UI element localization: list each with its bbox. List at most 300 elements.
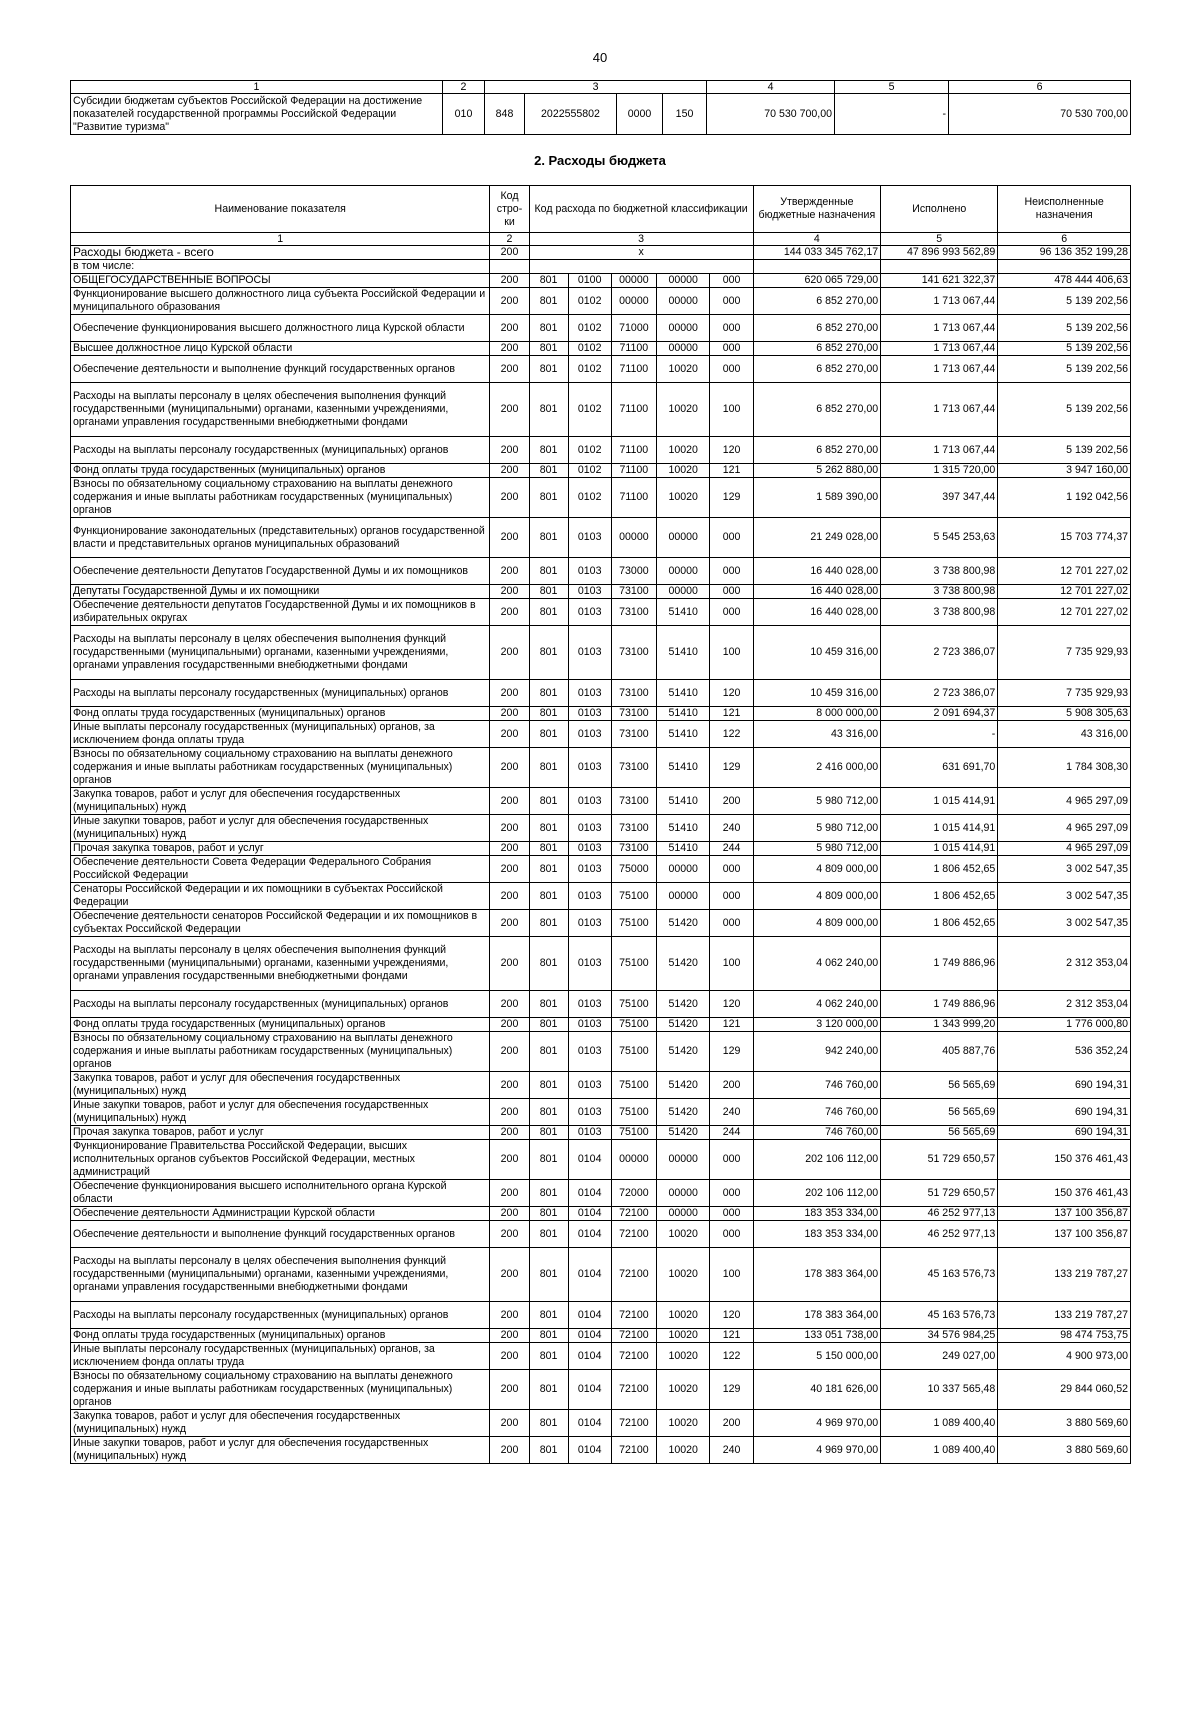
row-name: Иные закупки товаров, работ и услуг для обеспечения государственных (муниципальных) нужд xyxy=(71,1099,490,1126)
executed-value: 1 749 886,96 xyxy=(881,937,998,991)
unexecuted-value: 7 735 929,93 xyxy=(998,680,1131,707)
executed-value: 56 565,69 xyxy=(881,1099,998,1126)
executed-value: 56 565,69 xyxy=(881,1126,998,1140)
row-code: 010 xyxy=(443,94,485,135)
table-row xyxy=(71,1248,1131,1302)
row-name: Взносы по обязательному социальному страхованию на выплаты денежного содержания и иные выплаты работникам государственных (муниципальных) органов xyxy=(71,748,490,788)
header-name: Наименование показателя xyxy=(71,186,490,233)
class-code: 10020 xyxy=(657,1329,710,1343)
class-code: 801 xyxy=(529,856,568,883)
class-code: 0103 xyxy=(568,1018,611,1032)
col-index: 2 xyxy=(443,81,485,94)
class-code: 0100 xyxy=(568,274,611,288)
unexecuted-value: 133 219 787,27 xyxy=(998,1248,1131,1302)
row-code: 200 xyxy=(490,1437,529,1464)
row-code: 200 xyxy=(490,518,529,558)
class-code: 72100 xyxy=(611,1221,656,1248)
class-code: 801 xyxy=(529,315,568,342)
unexecuted-value: 43 316,00 xyxy=(998,721,1131,748)
executed-value: 45 163 576,73 xyxy=(881,1302,998,1329)
class-code: 51410 xyxy=(657,599,710,626)
class-code: 51420 xyxy=(657,937,710,991)
row-name: Обеспечение деятельности Совета Федерации Федерального Собрания Российской Федерации xyxy=(71,856,490,883)
row-name: Иные выплаты персоналу государственных (муниципальных) органов, за исключением фонда оплаты труда xyxy=(71,721,490,748)
class-code: 801 xyxy=(529,680,568,707)
class-code: 0102 xyxy=(568,342,611,356)
approved-value: 4 809 000,00 xyxy=(753,856,880,883)
executed-value: 1 713 067,44 xyxy=(881,342,998,356)
class-code: 000 xyxy=(710,315,753,342)
row-name: Сенаторы Российской Федерации и их помощники в субъектах Российской Федерации xyxy=(71,883,490,910)
class-code: 10020 xyxy=(657,478,710,518)
class-code: 121 xyxy=(710,707,753,721)
class-code: 75100 xyxy=(611,1099,656,1126)
unexecuted-value: 150 376 461,43 xyxy=(998,1180,1131,1207)
class-code: 51420 xyxy=(657,1072,710,1099)
row-code: 200 xyxy=(490,910,529,937)
class-code: 0104 xyxy=(568,1207,611,1221)
executed-value: 1 806 452,65 xyxy=(881,910,998,937)
class-code: 0103 xyxy=(568,1032,611,1072)
column-index-row xyxy=(71,81,1131,94)
row-name: Обеспечение деятельности Депутатов Государственной Думы и их помощников xyxy=(71,558,490,585)
executed-value: 10 337 565,48 xyxy=(881,1370,998,1410)
class-code: 0104 xyxy=(568,1437,611,1464)
approved-value: 5 150 000,00 xyxy=(753,1343,880,1370)
row-name: Иные выплаты персоналу государственных (муниципальных) органов, за исключением фонда оплаты труда xyxy=(71,1343,490,1370)
class-code: 0103 xyxy=(568,788,611,815)
class-code: 0104 xyxy=(568,1302,611,1329)
col-index: 2 xyxy=(490,233,529,246)
row-name: Расходы на выплаты персоналу государственных (муниципальных) органов xyxy=(71,680,490,707)
class-code: 0103 xyxy=(568,518,611,558)
class-code: 72100 xyxy=(611,1329,656,1343)
unexecuted-value: 2 312 353,04 xyxy=(998,937,1131,991)
unexecuted-value: 150 376 461,43 xyxy=(998,1140,1131,1180)
class-code: 10020 xyxy=(657,1302,710,1329)
header-code: Код стро-ки xyxy=(490,186,529,233)
class-code: 801 xyxy=(529,748,568,788)
class-code: 801 xyxy=(529,910,568,937)
approved-value: 4 809 000,00 xyxy=(753,910,880,937)
class-code: 0103 xyxy=(568,721,611,748)
approved-value: 6 852 270,00 xyxy=(753,288,880,315)
row-name: Расходы на выплаты персоналу государственных (муниципальных) органов xyxy=(71,991,490,1018)
unexecuted-value: 12 701 227,02 xyxy=(998,558,1131,585)
class-code: 00000 xyxy=(657,558,710,585)
class-code: 71100 xyxy=(611,437,656,464)
row-name: Взносы по обязательному социальному страхованию на выплаты денежного содержания и иные выплаты работникам государственных (муниципальных) органов xyxy=(71,1370,490,1410)
table-row xyxy=(71,288,1131,315)
row-name: ОБЩЕГОСУДАРСТВЕННЫЕ ВОПРОСЫ xyxy=(71,274,490,288)
class-code: 122 xyxy=(710,721,753,748)
col-index: 6 xyxy=(949,81,1131,94)
executed-value: 1 713 067,44 xyxy=(881,437,998,464)
continuation-table xyxy=(70,80,1131,135)
approved-value: 133 051 738,00 xyxy=(753,1329,880,1343)
class-code: 801 xyxy=(529,815,568,842)
row-code: 200 xyxy=(490,1018,529,1032)
class-code: 120 xyxy=(710,991,753,1018)
expenses-table xyxy=(70,185,1131,1464)
including-label: в том числе: xyxy=(71,260,490,274)
class-code: 51410 xyxy=(657,748,710,788)
approved-value: 4 062 240,00 xyxy=(753,937,880,991)
row-name: Иные закупки товаров, работ и услуг для обеспечения государственных (муниципальных) нужд xyxy=(71,815,490,842)
class-code: 000 xyxy=(710,599,753,626)
row-code: 200 xyxy=(490,599,529,626)
class-code: 00000 xyxy=(657,1180,710,1207)
class-code: 71100 xyxy=(611,356,656,383)
approved-value: 3 120 000,00 xyxy=(753,1018,880,1032)
row-name: Обеспечение деятельности сенаторов Российской Федерации и их помощников в субъектах Российской Федерации xyxy=(71,910,490,937)
class-code: 0103 xyxy=(568,815,611,842)
row-code: 200 xyxy=(490,342,529,356)
executed-value: 46 252 977,13 xyxy=(881,1207,998,1221)
table-row xyxy=(71,1207,1131,1221)
table-row xyxy=(71,680,1131,707)
class-code: 801 xyxy=(529,383,568,437)
total-executed: 47 896 993 562,89 xyxy=(881,246,998,260)
class-code: 2022555802 xyxy=(525,94,617,135)
executed-value: 1 015 414,91 xyxy=(881,815,998,842)
row-code: 200 xyxy=(490,315,529,342)
class-code: 00000 xyxy=(657,1207,710,1221)
class-code: 200 xyxy=(710,1072,753,1099)
row-code: 200 xyxy=(490,274,529,288)
row-name: Закупка товаров, работ и услуг для обеспечения государственных (муниципальных) нужд xyxy=(71,1410,490,1437)
row-code: 200 xyxy=(490,626,529,680)
class-code: 0104 xyxy=(568,1140,611,1180)
header-row xyxy=(71,186,1131,233)
class-code: 129 xyxy=(710,1032,753,1072)
row-name: Функционирование высшего должностного лица субъекта Российской Федерации и муниципального образования xyxy=(71,288,490,315)
approved-value: 183 353 334,00 xyxy=(753,1207,880,1221)
table-row xyxy=(71,1032,1131,1072)
class-code: 51410 xyxy=(657,842,710,856)
row-code: 200 xyxy=(490,464,529,478)
approved-value: 4 969 970,00 xyxy=(753,1437,880,1464)
executed-value: 1 806 452,65 xyxy=(881,856,998,883)
row-code: 200 xyxy=(490,558,529,585)
executed-value: 5 545 253,63 xyxy=(881,518,998,558)
class-code: 51410 xyxy=(657,815,710,842)
class-code: 000 xyxy=(710,288,753,315)
class-code: 00000 xyxy=(657,1140,710,1180)
col-index: 1 xyxy=(71,81,443,94)
class-code: 51410 xyxy=(657,680,710,707)
row-name: Расходы на выплаты персоналу в целях обеспечения выполнения функций государственными (муниципальными) органами, казенными учреждениями, органами управления государственными внебюджетными фондами xyxy=(71,626,490,680)
class-code: 00000 xyxy=(657,518,710,558)
class-code: 0104 xyxy=(568,1370,611,1410)
row-name: Обеспечение деятельности Администрации Курской области xyxy=(71,1207,490,1221)
approved-value: 70 530 700,00 xyxy=(707,94,835,135)
approved-value: 40 181 626,00 xyxy=(753,1370,880,1410)
class-code: 801 xyxy=(529,1032,568,1072)
class-code: 000 xyxy=(710,1180,753,1207)
class-code: 0104 xyxy=(568,1410,611,1437)
approved-value: 178 383 364,00 xyxy=(753,1248,880,1302)
row-code: 200 xyxy=(490,1180,529,1207)
table-row xyxy=(71,1140,1131,1180)
class-code: 72100 xyxy=(611,1302,656,1329)
class-code: 0104 xyxy=(568,1221,611,1248)
class-code: 000 xyxy=(710,585,753,599)
row-code: 200 xyxy=(490,288,529,315)
table-row xyxy=(71,274,1131,288)
class-code: 100 xyxy=(710,626,753,680)
executed-value: 2 723 386,07 xyxy=(881,680,998,707)
class-code: 150 xyxy=(663,94,707,135)
executed-value: 2 723 386,07 xyxy=(881,626,998,680)
executed-value: 1 315 720,00 xyxy=(881,464,998,478)
row-code: 200 xyxy=(490,1126,529,1140)
class-code: 73100 xyxy=(611,815,656,842)
class-code: 73100 xyxy=(611,842,656,856)
executed-value: 1 749 886,96 xyxy=(881,991,998,1018)
class-code: 0103 xyxy=(568,1126,611,1140)
table-row xyxy=(71,1437,1131,1464)
class-code: 51420 xyxy=(657,1032,710,1072)
class-code: 00000 xyxy=(657,856,710,883)
table-row xyxy=(71,558,1131,585)
class-code: 75100 xyxy=(611,883,656,910)
class-code: 51410 xyxy=(657,788,710,815)
approved-value: 8 000 000,00 xyxy=(753,707,880,721)
class-code: 00000 xyxy=(657,274,710,288)
class-code: 51420 xyxy=(657,910,710,937)
approved-value: 2 416 000,00 xyxy=(753,748,880,788)
class-code: 000 xyxy=(710,1221,753,1248)
row-code: 200 xyxy=(490,383,529,437)
row-code: 200 xyxy=(490,585,529,599)
row-name: Расходы на выплаты персоналу в целях обеспечения выполнения функций государственными (муниципальными) органами, казенными учреждениями, органами управления государственными внебюджетными фондами xyxy=(71,1248,490,1302)
class-code: 0104 xyxy=(568,1180,611,1207)
unexecuted-value: 5 139 202,56 xyxy=(998,315,1131,342)
class-code: 72100 xyxy=(611,1370,656,1410)
class-code: 0103 xyxy=(568,585,611,599)
including-row xyxy=(71,260,1131,274)
executed-value: 46 252 977,13 xyxy=(881,1221,998,1248)
approved-value: 183 353 334,00 xyxy=(753,1221,880,1248)
executed-value: 1 015 414,91 xyxy=(881,788,998,815)
table-row xyxy=(71,910,1131,937)
class-code: 801 xyxy=(529,937,568,991)
row-name: Расходы на выплаты персоналу в целях обеспечения выполнения функций государственными (муниципальными) органами, казенными учреждениями, органами управления государственными внебюджетными фондами xyxy=(71,937,490,991)
row-name: Прочая закупка товаров, работ и услуг xyxy=(71,1126,490,1140)
class-code: 200 xyxy=(710,1410,753,1437)
executed-value: 2 091 694,37 xyxy=(881,707,998,721)
class-code: 72100 xyxy=(611,1248,656,1302)
approved-value: 5 262 880,00 xyxy=(753,464,880,478)
class-code: 0102 xyxy=(568,478,611,518)
table-row xyxy=(71,1126,1131,1140)
class-code: 801 xyxy=(529,464,568,478)
unexecuted-value: 137 100 356,87 xyxy=(998,1221,1131,1248)
class-code: 00000 xyxy=(657,288,710,315)
row-code: 200 xyxy=(490,1207,529,1221)
row-name: Фонд оплаты труда государственных (муниципальных) органов xyxy=(71,1018,490,1032)
class-code: 801 xyxy=(529,883,568,910)
class-code: 73100 xyxy=(611,748,656,788)
row-code: 200 xyxy=(490,748,529,788)
table-row xyxy=(71,721,1131,748)
class-code: 73100 xyxy=(611,680,656,707)
unexecuted-value: 3 002 547,35 xyxy=(998,883,1131,910)
executed-value: 1 713 067,44 xyxy=(881,315,998,342)
class-code: 000 xyxy=(710,274,753,288)
class-code: 00000 xyxy=(657,315,710,342)
total-row xyxy=(71,246,1131,260)
class-code: 801 xyxy=(529,356,568,383)
table-row xyxy=(71,518,1131,558)
approved-value: 10 459 316,00 xyxy=(753,680,880,707)
class-code: 801 xyxy=(529,274,568,288)
executed-value: - xyxy=(835,94,949,135)
class-code: 801 xyxy=(529,478,568,518)
unexecuted-value: 4 900 973,00 xyxy=(998,1343,1131,1370)
unexecuted-value: 1 776 000,80 xyxy=(998,1018,1131,1032)
executed-value: 1 343 999,20 xyxy=(881,1018,998,1032)
class-code: 75100 xyxy=(611,910,656,937)
class-code: 0103 xyxy=(568,991,611,1018)
row-code: 200 xyxy=(490,478,529,518)
class-code: 100 xyxy=(710,1248,753,1302)
row-code: 200 xyxy=(490,1072,529,1099)
approved-value: 746 760,00 xyxy=(753,1126,880,1140)
row-name: Обеспечение функционирования высшего исполнительного органа Курской области xyxy=(71,1180,490,1207)
table-row xyxy=(71,1410,1131,1437)
unexecuted-value: 690 194,31 xyxy=(998,1126,1131,1140)
row-name: Взносы по обязательному социальному страхованию на выплаты денежного содержания и иные выплаты работникам государственных (муниципальных) органов xyxy=(71,478,490,518)
approved-value: 202 106 112,00 xyxy=(753,1140,880,1180)
class-code: 0104 xyxy=(568,1248,611,1302)
approved-value: 16 440 028,00 xyxy=(753,599,880,626)
class-code: 10020 xyxy=(657,1343,710,1370)
class-code: 72000 xyxy=(611,1180,656,1207)
class-code: 000 xyxy=(710,356,753,383)
table-row xyxy=(71,1329,1131,1343)
row-code: 200 xyxy=(490,1248,529,1302)
table-row xyxy=(71,464,1131,478)
class-code: 801 xyxy=(529,1410,568,1437)
unexecuted-value: 70 530 700,00 xyxy=(949,94,1131,135)
unexecuted-value: 137 100 356,87 xyxy=(998,1207,1131,1221)
row-code: 200 xyxy=(490,437,529,464)
unexecuted-value: 536 352,24 xyxy=(998,1032,1131,1072)
class-code: 0103 xyxy=(568,748,611,788)
row-code: 200 xyxy=(490,991,529,1018)
class-code: 10020 xyxy=(657,1437,710,1464)
class-code: 0103 xyxy=(568,680,611,707)
row-name: Расходы на выплаты персоналу в целях обеспечения выполнения функций государственными (муниципальными) органами, казенными учреждениями, органами управления государственными внебюджетными фондами xyxy=(71,383,490,437)
table-row xyxy=(71,1370,1131,1410)
class-code: 51410 xyxy=(657,626,710,680)
executed-value: 249 027,00 xyxy=(881,1343,998,1370)
executed-value: 1 713 067,44 xyxy=(881,383,998,437)
section-title: 2. Расходы бюджета xyxy=(534,153,666,168)
class-code: 73100 xyxy=(611,599,656,626)
class-code: 000 xyxy=(710,883,753,910)
class-code: 0103 xyxy=(568,856,611,883)
unexecuted-value: 1 784 308,30 xyxy=(998,748,1131,788)
unexecuted-value: 690 194,31 xyxy=(998,1099,1131,1126)
class-code: 51410 xyxy=(657,721,710,748)
class-code: 00000 xyxy=(657,342,710,356)
class-code: 000 xyxy=(710,1207,753,1221)
row-code: 200 xyxy=(490,1032,529,1072)
class-code: 00000 xyxy=(657,585,710,599)
row-name: Обеспечение деятельности и выполнение функций государственных органов xyxy=(71,1221,490,1248)
class-code: 75100 xyxy=(611,991,656,1018)
class-code: 0103 xyxy=(568,910,611,937)
approved-value: 942 240,00 xyxy=(753,1032,880,1072)
class-code: 71000 xyxy=(611,315,656,342)
class-code: 75100 xyxy=(611,1126,656,1140)
row-code: 200 xyxy=(490,356,529,383)
class-code: 0103 xyxy=(568,626,611,680)
approved-value: 202 106 112,00 xyxy=(753,1180,880,1207)
unexecuted-value: 7 735 929,93 xyxy=(998,626,1131,680)
total-code: 200 xyxy=(490,246,529,260)
class-code: 801 xyxy=(529,1126,568,1140)
class-code: 129 xyxy=(710,748,753,788)
table-row xyxy=(71,626,1131,680)
class-code: 73100 xyxy=(611,788,656,815)
approved-value: 6 852 270,00 xyxy=(753,437,880,464)
class-code: 0102 xyxy=(568,356,611,383)
row-code: 200 xyxy=(490,680,529,707)
approved-value: 6 852 270,00 xyxy=(753,383,880,437)
executed-value: 631 691,70 xyxy=(881,748,998,788)
table-row xyxy=(71,1180,1131,1207)
class-code: 801 xyxy=(529,1099,568,1126)
unexecuted-value: 690 194,31 xyxy=(998,1072,1131,1099)
row-name: Закупка товаров, работ и услуг для обеспечения государственных (муниципальных) нужд xyxy=(71,788,490,815)
class-code: 00000 xyxy=(611,1140,656,1180)
row-code: 200 xyxy=(490,1370,529,1410)
class-code: 00000 xyxy=(657,883,710,910)
approved-value: 10 459 316,00 xyxy=(753,626,880,680)
class-code: 71100 xyxy=(611,342,656,356)
class-code: 75100 xyxy=(611,1072,656,1099)
class-code: 0102 xyxy=(568,288,611,315)
row-name: Обеспечение функционирования высшего должностного лица Курской области xyxy=(71,315,490,342)
class-code: 10020 xyxy=(657,464,710,478)
class-code: 801 xyxy=(529,1018,568,1032)
class-code: 000 xyxy=(710,1140,753,1180)
approved-value: 21 249 028,00 xyxy=(753,518,880,558)
unexecuted-value: 133 219 787,27 xyxy=(998,1302,1131,1329)
executed-value: 1 089 400,40 xyxy=(881,1437,998,1464)
row-name: Расходы на выплаты персоналу государственных (муниципальных) органов xyxy=(71,437,490,464)
row-code: 200 xyxy=(490,1329,529,1343)
class-code: 10020 xyxy=(657,1221,710,1248)
table-row xyxy=(71,1018,1131,1032)
unexecuted-value: 3 002 547,35 xyxy=(998,856,1131,883)
class-code: 0102 xyxy=(568,464,611,478)
class-code: 000 xyxy=(710,856,753,883)
col-index: 6 xyxy=(998,233,1131,246)
class-code: 75100 xyxy=(611,937,656,991)
class-code: 73100 xyxy=(611,585,656,599)
class-code: 801 xyxy=(529,1072,568,1099)
class-code: 100 xyxy=(710,937,753,991)
row-code: 200 xyxy=(490,1140,529,1180)
table-row xyxy=(71,707,1131,721)
class-code: 801 xyxy=(529,1140,568,1180)
class-code: 73100 xyxy=(611,721,656,748)
